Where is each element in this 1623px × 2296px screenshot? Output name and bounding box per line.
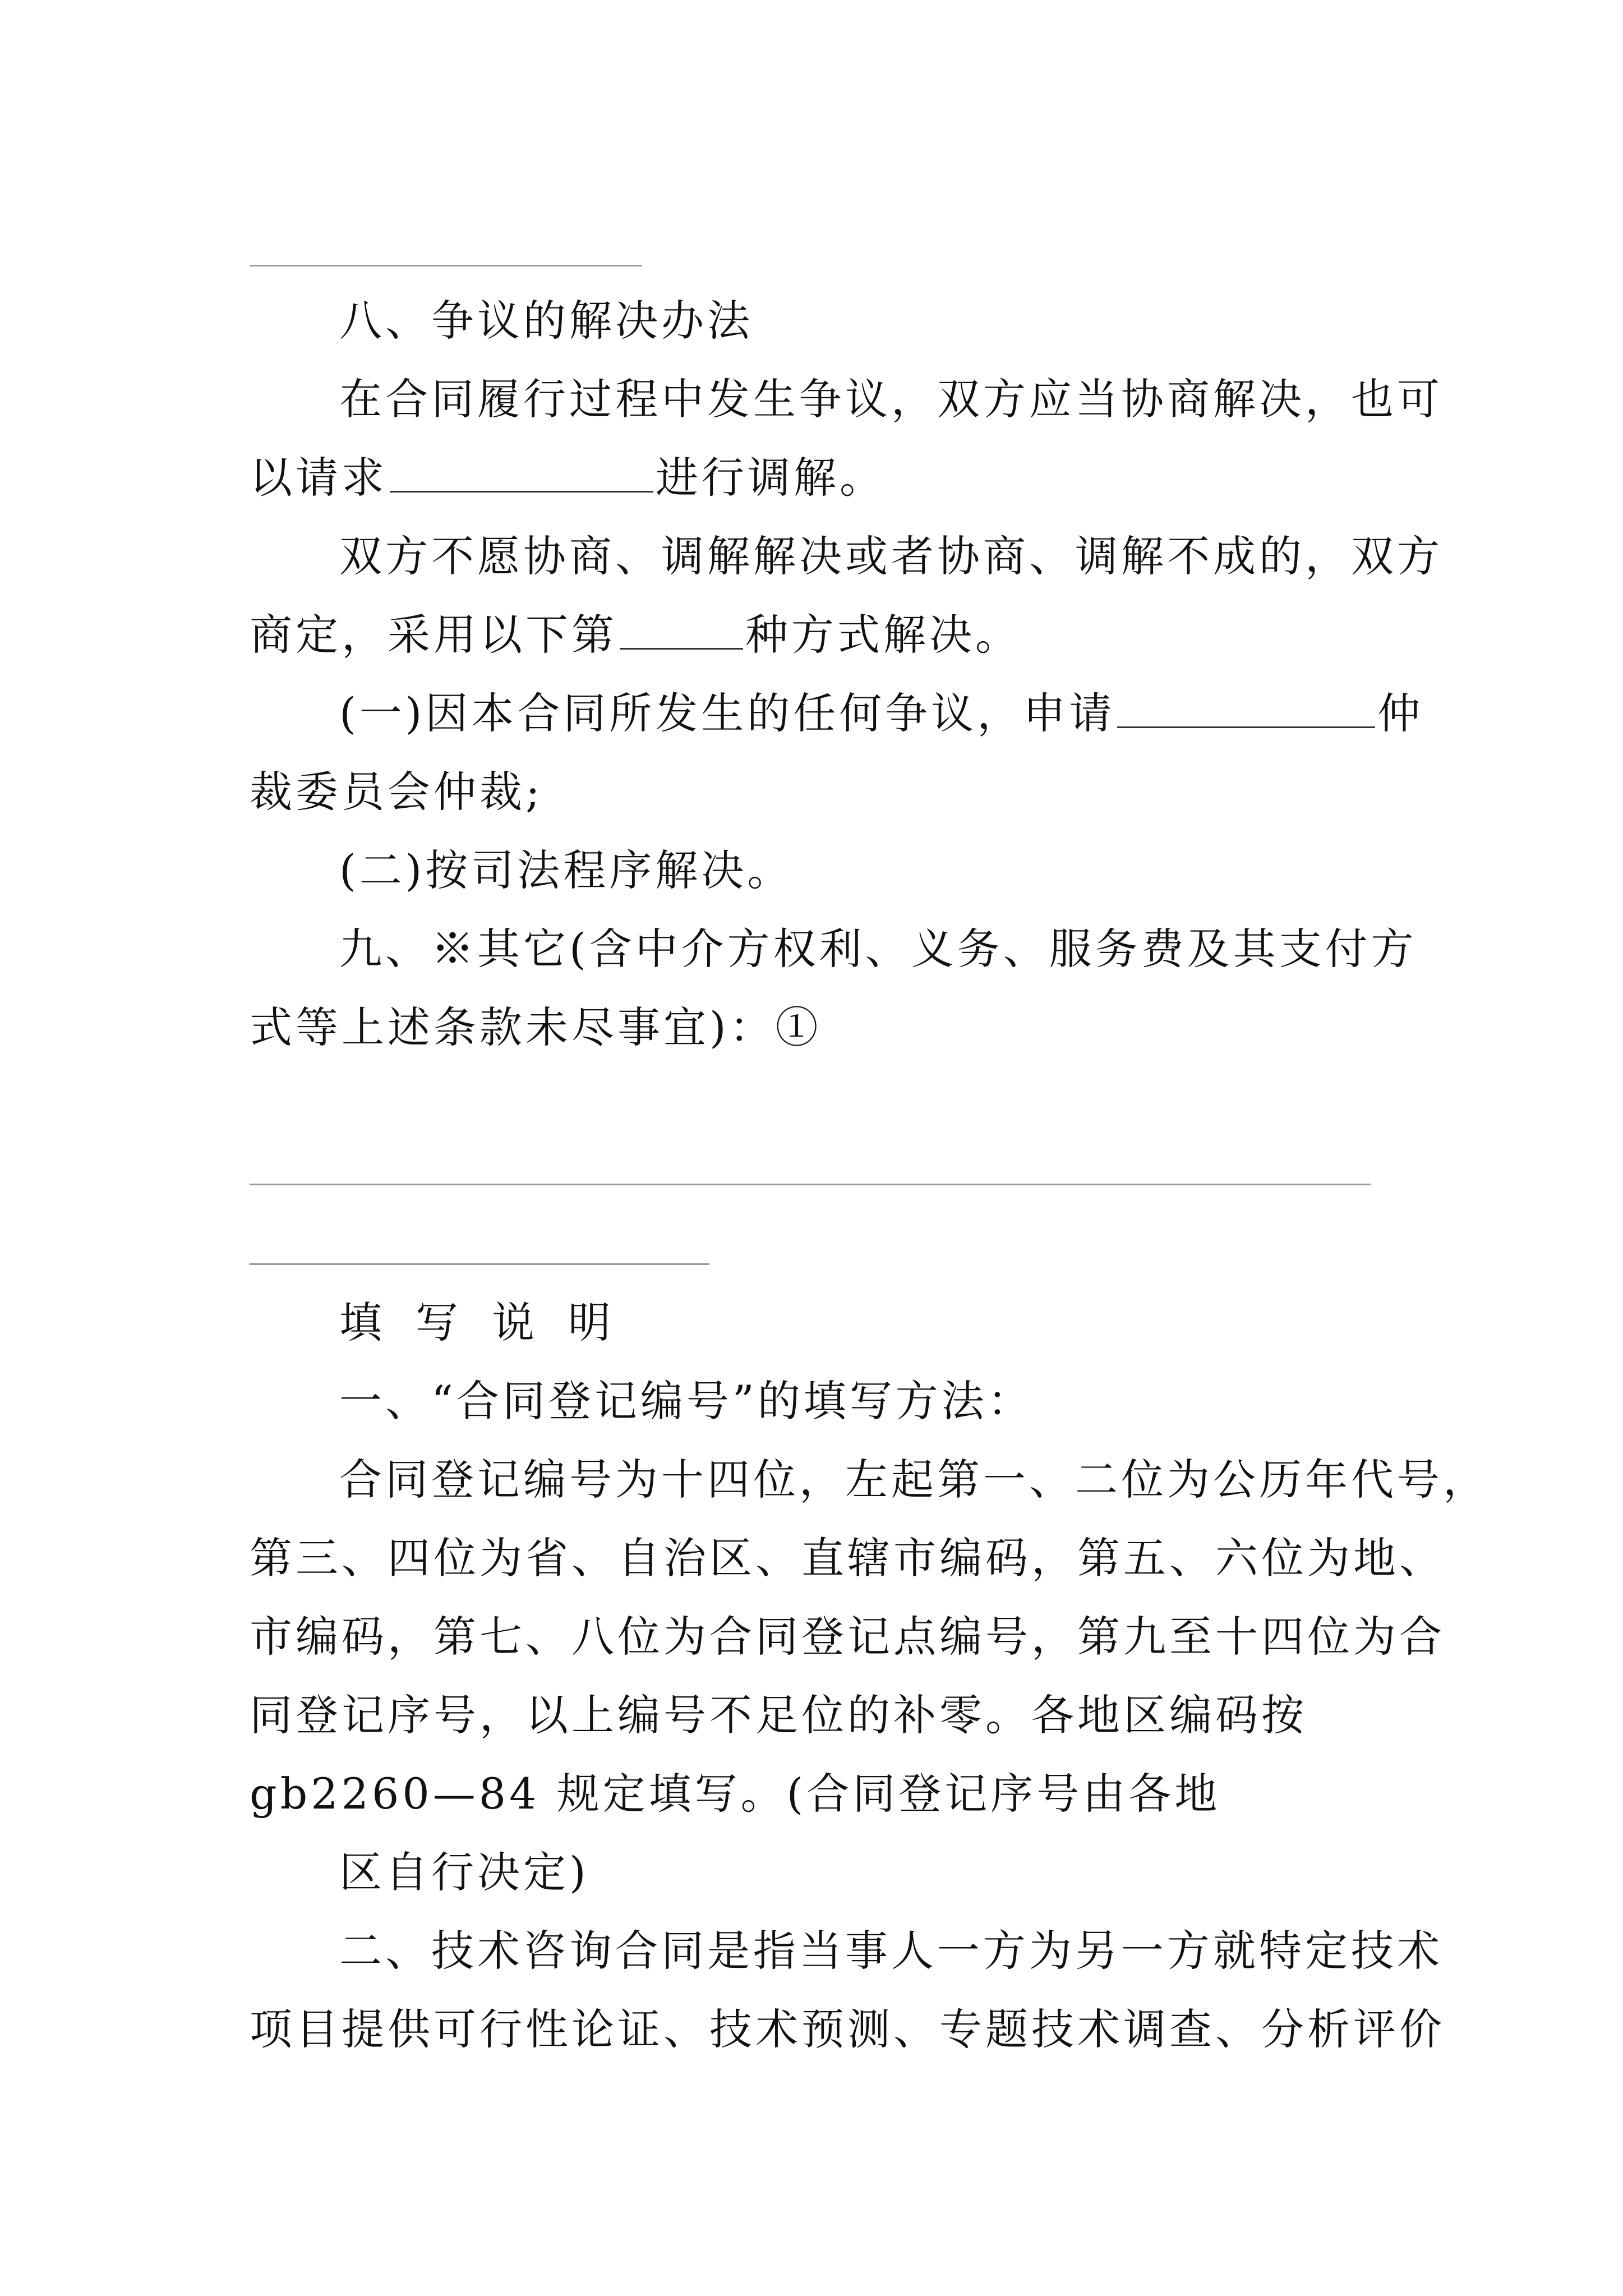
section8-p1-line2 (250, 450, 886, 506)
section8-heading: 八、争议的解决办法 (339, 296, 753, 346)
other-terms-rule-long (250, 1184, 1371, 1185)
instructions-item1-line1: 合同登记编号为十四位，左起第一、二位为公历年代号， (339, 1455, 1489, 1504)
section8-p2-line2-after: 种方式解决。 (745, 610, 1021, 660)
section9-line2: 式等上述条款未尽事宜)：① (250, 1002, 822, 1052)
section8-item1-line1 (339, 685, 1423, 742)
section8-item1-line2: 裁委员会仲裁; (250, 767, 543, 817)
instructions-item1-line4: 同登记序号，以上编号不足位的补零。各地区编码按 (250, 1690, 1307, 1740)
arbitration-committee-blank[interactable] (1117, 689, 1375, 728)
section8-p2-line2-before: 商定，采用以下第 (250, 610, 617, 660)
instructions-item1-heading: 一、“合同登记编号”的填写方法： (339, 1376, 1034, 1426)
section8-p2-line2 (250, 607, 1021, 663)
other-terms-rule-short (250, 1263, 709, 1265)
instructions-item1-line3: 市编码，第七、八位为合同登记点编号，第九至十四位为合 (250, 1612, 1445, 1662)
section8-p2-line1: 双方不愿协商、调解解决或者协商、调解不成的，双方 (339, 531, 1443, 581)
mediator-blank[interactable] (390, 454, 653, 493)
method-number-blank[interactable] (620, 611, 743, 650)
instructions-title: 填写说明 (339, 1297, 644, 1347)
section8-p1-line1: 在合同履行过程中发生争议，双方应当协商解决，也可 (339, 374, 1443, 424)
section9-line1: 九、※其它(含中介方权利、义务、服务费及其支付方 (339, 924, 1417, 974)
top-rule (250, 265, 642, 266)
section8-p1-line2-after: 进行调解。 (656, 453, 886, 503)
section8-item1-before: (一)因本合同所发生的任何争议，申请 (339, 688, 1115, 738)
section8-item2: (二)按司法程序解决。 (339, 845, 794, 895)
section8-item1-after: 仲 (1377, 688, 1424, 738)
section8-p1-line2-before: 以请求 (250, 453, 388, 503)
instructions-item2-line1: 二、技术咨询合同是指当事人一方为另一方就特定技术 (339, 1926, 1443, 1976)
instructions-item1-line6: 区自行决定) (339, 1847, 589, 1897)
instructions-item1-line2: 第三、四位为省、自治区、直辖市编码，第五、六位为地、 (250, 1533, 1445, 1583)
instructions-item2-line2: 项目提供可行性论证、技术预测、专题技术调查、分析评价 (250, 2004, 1445, 2054)
instructions-item1-line5: gb2260—84 规定填写。(合同登记序号由各地 (250, 1769, 1221, 1819)
